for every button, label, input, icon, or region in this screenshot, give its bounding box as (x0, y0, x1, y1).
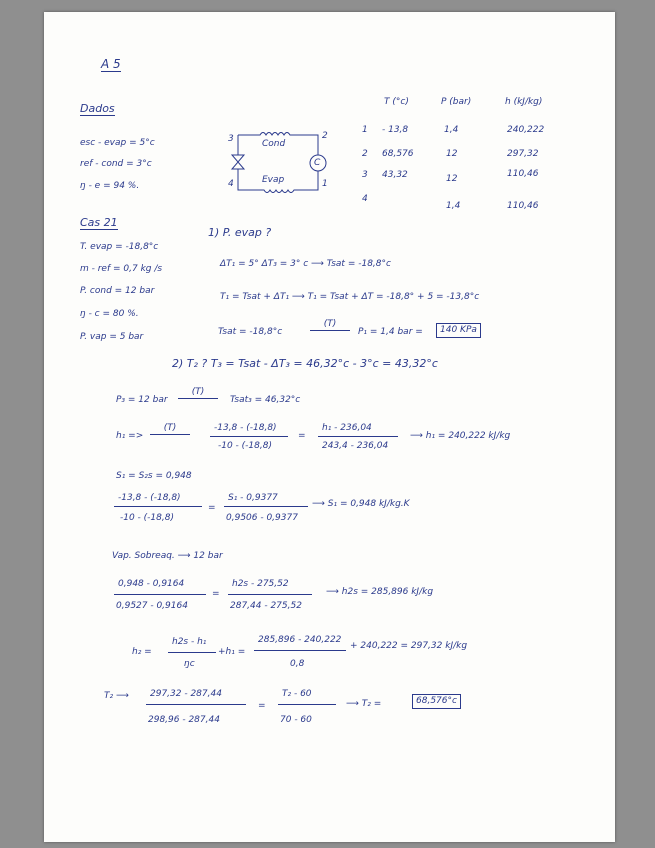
fraction-bar (168, 652, 216, 653)
t2-den-1: 298,96 - 287,44 (148, 715, 220, 725)
h1-eq: = (298, 431, 306, 441)
h1-num-2: h₁ - 236,04 (322, 423, 372, 433)
case-line: P. vap = 5 bar (80, 332, 144, 342)
s1-den-2: 0,9506 - 0,9377 (226, 513, 298, 523)
result-box-pressure: 140 KPa (436, 323, 481, 338)
h2s-eq: = (212, 589, 220, 599)
case-line: P. cond = 12 bar (80, 286, 155, 296)
s1-eq: = (208, 503, 216, 513)
h2-den-2: 0,8 (290, 659, 305, 669)
fraction-bar (254, 650, 346, 651)
h2-lhs: h₂ = (132, 647, 152, 657)
dados-line: esc - evap = 5°c (80, 138, 155, 148)
h2-plus: +h₁ = (218, 647, 246, 657)
step-1-line-b: T₁ = Tsat + ΔT₁ ⟶ T₁ = Tsat + ΔT = -18,8° + 5 = -13,8°c (220, 292, 480, 302)
h2s-den-1: 0,9527 - 0,9164 (116, 601, 188, 611)
h2-num-2: 285,896 - 240,222 (258, 635, 342, 645)
table-cell-P: 12 (446, 174, 458, 184)
s1-num-1: -13,8 - (-18,8) (118, 493, 181, 503)
superheated-vapor-line: Vap. Sobreaq. ⟶ 12 bar (112, 551, 223, 561)
h1-arrow: (T) (150, 424, 190, 435)
question-1: 1) P. evap ? (208, 226, 272, 239)
h1-result: ⟶ h₁ = 240,222 kJ/kg (410, 431, 511, 441)
dados-heading: Dados (80, 102, 115, 115)
table-header-P: P (bar) (441, 97, 472, 107)
fraction-bar (114, 594, 206, 595)
step-1-line-a: ΔT₁ = 5° ΔT₃ = 3° c ⟶ Tsat = -18,8°c (220, 259, 391, 269)
h2-result: + 240,222 = 297,32 kJ/kg (350, 641, 468, 651)
circuit-node-3: 3 (228, 134, 234, 144)
fraction-bar (318, 436, 398, 437)
table-row-n: 2 (362, 149, 368, 159)
s1-result: ⟶ S₁ = 0,948 kJ/kg.K (312, 499, 410, 509)
table-cell-P: 1,4 (446, 201, 461, 211)
h2s-result: ⟶ h2s = 285,896 kJ/kg (326, 587, 434, 597)
fraction-bar (278, 704, 336, 705)
case-line: ŋ - c = 80 %. (80, 309, 139, 319)
question-2: 2) T₂ ? T₃ = Tsat - ΔT₃ = 46,32°c - 3°c = 43,32°c (172, 357, 438, 370)
fraction-bar (210, 436, 288, 437)
dados-line: ŋ - e = 94 %. (80, 181, 140, 191)
compressor-label: C (314, 158, 321, 168)
dados-line: ref - cond = 3°c (80, 159, 152, 169)
table-cell-h: 110,46 (507, 201, 539, 211)
case-line: m - ref = 0,7 kg /s (80, 264, 163, 274)
fraction-bar (114, 506, 202, 507)
result-box-temperature: 68,576°c (412, 694, 461, 709)
fraction-bar (228, 594, 312, 595)
h1-num-1: -13,8 - (-18,8) (214, 423, 277, 433)
t2-result: ⟶ T₂ = (346, 699, 382, 709)
table-cell-h: 240,222 (507, 125, 545, 135)
step-2a-arrow: (T) (178, 388, 218, 399)
circuit-node-4: 4 (228, 179, 234, 189)
page-title: A 5 (101, 57, 121, 71)
circuit-node-1: 1 (322, 179, 328, 189)
table-cell-T: 68,576 (382, 149, 414, 159)
h1-den-2: 243,4 - 236,04 (322, 441, 389, 451)
table-cell-h: 110,46 (507, 169, 539, 179)
table-row-n: 1 (362, 125, 368, 135)
step-2a-lhs: P₃ = 12 bar (116, 395, 168, 405)
circuit-node-2: 2 (322, 131, 328, 141)
h2s-num-2: h2s - 275,52 (232, 579, 289, 589)
fraction-bar (224, 506, 308, 507)
step-1c-rhs: P₁ = 1,4 bar = (358, 327, 423, 337)
fraction-bar (146, 704, 246, 705)
entropy-equality: S₁ = S₂s = 0,948 (116, 471, 192, 481)
h2s-den-2: 287,44 - 275,52 (230, 601, 302, 611)
s1-num-2: S₁ - 0,9377 (228, 493, 278, 503)
h1-den-1: -10 - (-18,8) (218, 441, 272, 451)
h2-num-1: h2s - h₁ (172, 637, 207, 647)
evaporator-label: Evap (262, 175, 285, 185)
table-cell-P: 12 (446, 149, 458, 159)
t2-lhs: T₂ ⟶ (104, 691, 129, 701)
step-1c-arrow: (T) (310, 320, 350, 331)
table-header-h: h (kJ/kg) (505, 97, 543, 107)
condenser-label: Cond (262, 139, 286, 149)
t2-num-2: T₂ - 60 (282, 689, 312, 699)
h2s-num-1: 0,948 - 0,9164 (118, 579, 185, 589)
case-heading: Cas 21 (80, 216, 118, 229)
table-cell-T: 43,32 (382, 170, 408, 180)
case-line: T. evap = -18,8°c (80, 242, 159, 252)
table-header-T: T (°c) (384, 97, 409, 107)
table-cell-P: 1,4 (444, 125, 459, 135)
step-2a-rhs: Tsat₃ = 46,32°c (230, 395, 301, 405)
h1-lhs: h₁ => (116, 431, 144, 441)
t2-den-2: 70 - 60 (280, 715, 312, 725)
h2-den-1: ŋc (184, 659, 195, 669)
table-row-n: 4 (362, 194, 368, 204)
table-cell-h: 297,32 (507, 149, 539, 159)
t2-eq: = (258, 701, 266, 711)
s1-den-1: -10 - (-18,8) (120, 513, 174, 523)
table-cell-T: - 13,8 (382, 125, 409, 135)
t2-num-1: 297,32 - 287,44 (150, 689, 222, 699)
step-1c-lhs: Tsat = -18,8°c (218, 327, 283, 337)
table-row-n: 3 (362, 170, 368, 180)
